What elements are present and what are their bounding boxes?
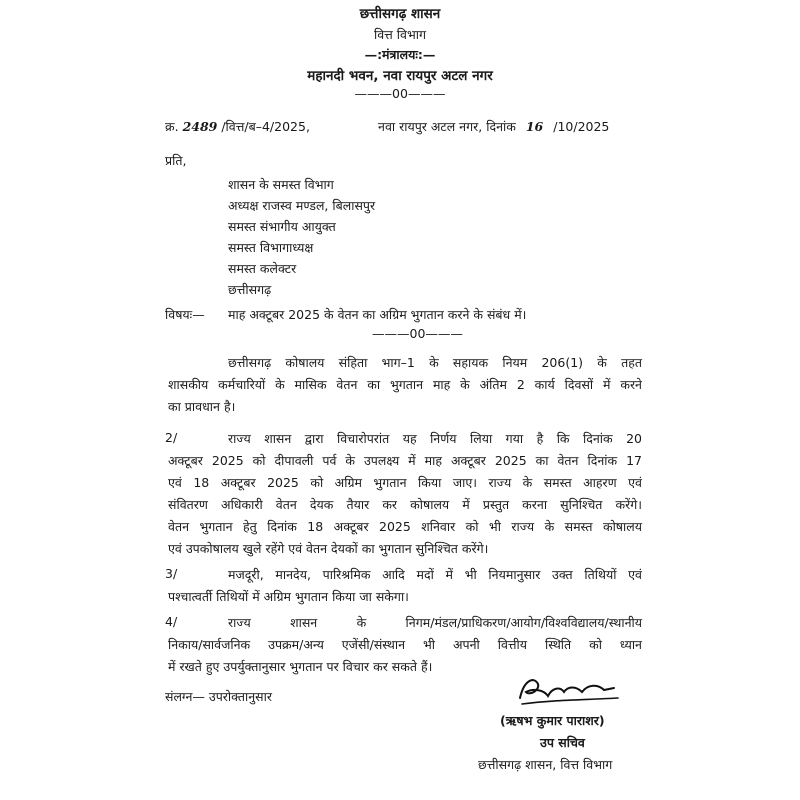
ref-suffix: /वित्त/ब–4/2025,: [221, 119, 310, 134]
paragraph-3-line: पश्चात्वर्ती तिथियों में अग्रिम भुगतान किया जा सकेगा।: [168, 589, 409, 604]
subject-label: विषयः—: [165, 307, 205, 322]
reference-number: [165, 118, 310, 135]
header-separator: ———00———: [354, 86, 446, 101]
recipient-item: समस्त विभागाध्यक्ष: [228, 240, 314, 255]
paragraph-3-number: 3/: [165, 566, 178, 581]
paragraph-2-line: एवं उपकोषालय खुले रहेंगे एवं वेतन देयकों का भुगतान सुनिश्चित करेंगे।: [168, 541, 489, 556]
ref-prefix: क्र.: [165, 119, 179, 134]
paragraph-1-line: का प्रावधान है।: [168, 399, 236, 414]
government-title: छत्तीसगढ़ शासन: [359, 6, 441, 22]
recipient-item: छत्तीसगढ़: [228, 282, 272, 297]
paragraph-1-line: छत्तीसगढ़ कोषालय संहिता भाग–1 के सहायक नियम 206(1) के तहत: [228, 355, 642, 370]
paragraph-2-line: एवं 18 अक्टूबर 2025 को अग्रिम भुगतान किया जाए। राज्य के समस्त आहरण एवं: [168, 475, 642, 490]
paragraph-3-line: मजदूरी, मानदेय, पारिश्रमिक आदि मदों में भी नियमानुसार उक्त तिथियों एवं: [228, 567, 642, 582]
recipient-item: अध्यक्ष राजस्व मण्डल, बिलासपुर: [228, 198, 376, 213]
ref-number-handwritten: 2489: [182, 119, 218, 134]
signatory-office: छत्तीसगढ़ शासन, वित्त विभाग: [478, 757, 613, 772]
subject-separator: ———00———: [372, 326, 463, 341]
paragraph-4-line: में रखते हुए उपर्युक्तानुसार भुगतान पर विचार कर सकते हैं।: [168, 659, 433, 674]
recipient-item: समस्त कलेक्टर: [228, 261, 297, 276]
paragraph-2-line: संवितरण अधिकारी वेतन देयक तैयार कर कोषालय में प्रस्तुत करना सुनिश्चित करेंगे।: [168, 497, 642, 512]
recipients-label: प्रति,: [165, 153, 187, 168]
day-handwritten: 16: [525, 119, 544, 134]
paragraph-4-line: निकाय/सार्वजनिक उपक्रम/अन्य एजेंसी/संस्थान भी अपनी वित्तीय स्थिति को ध्यान: [168, 637, 642, 652]
paragraph-4-line: राज्य शासन के निगम/मंडल/प्राधिकरण/आयोग/विश्वविद्यालय/स्थानीय: [228, 615, 642, 630]
ministry-title: —:मंत्रालयः:—: [364, 47, 436, 62]
paragraph-2-line: अक्टूबर 2025 को दीपावली पर्व के उपलक्ष्य में माह अक्टूबर 2025 का वेतन दिनांक 17: [168, 453, 642, 468]
enclosure-note: संलग्न— उपरोक्तानुसार: [165, 689, 272, 704]
paragraph-2-line: वेतन भुगतान हेतु दिनांक 18 अक्टूबर 2025 शनिवार को भी राज्य के समस्त कोषालय: [168, 519, 642, 534]
recipient-item: समस्त संभागीय आयुक्त: [228, 219, 336, 234]
place-date-prefix: नवा रायपुर अटल नगर, दिनांक: [378, 119, 516, 134]
subject-text: माह अक्टूबर 2025 के वेतन का अग्रिम भुगतान करने के संबंध में।: [228, 307, 527, 322]
paragraph-4-number: 4/: [165, 614, 178, 629]
department-title: वित्त विभाग: [373, 27, 427, 42]
address-line: महानदी भवन, नवा रायपुर अटल नगर: [307, 68, 493, 84]
signatory-designation: उप सचिव: [540, 735, 585, 750]
paragraph-1-line: शासकीय कर्मचारियों के मासिक वेतन का भुगतान माह के अंतिम 2 कार्य दिवसों में करने: [168, 377, 642, 392]
recipient-item: शासन के समस्त विभाग: [228, 177, 334, 192]
signature-icon: [512, 670, 632, 710]
paragraph-2-line: राज्य शासन द्वारा विचारोपरांत यह निर्णय लिया गया है कि दिनांक 20: [228, 431, 642, 446]
date-suffix: /10/2025: [553, 119, 610, 134]
signatory-name: (ऋषभ कुमार पाराशर): [500, 713, 605, 728]
paragraph-2-number: 2/: [165, 430, 178, 445]
place-date: [378, 118, 609, 135]
